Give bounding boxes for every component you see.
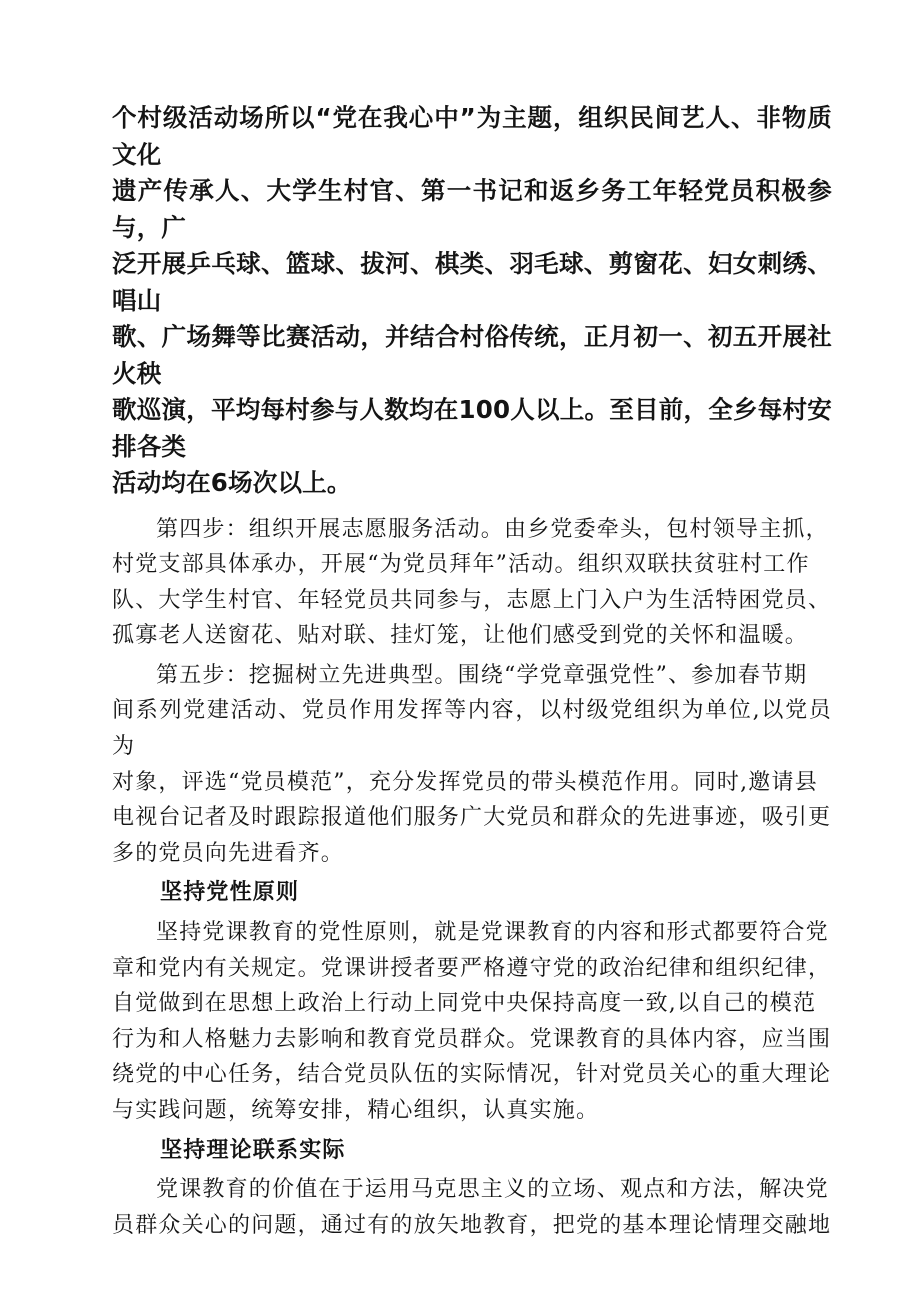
paragraph-activities-continuation: 个村级活动场所以“党在我心中”为主题，组织民间艺人、非物质文化 遗产传承人、大学生村官、第一书记和返乡务工年轻党员积极参与，广 泛开展乒乓球、篮球、拔河、棋类、羽毛球、剪窗花、妇女刺绣、唱山 歌、广场舞等比赛活动，并结合村俗传统，正月初一、初五开展社火秧 歌巡演，平均每村参与人数均在100人以上。至目前，全乡每村安排各类 活动均在6场次以上。: [112, 103, 832, 497]
document-body: [112, 100, 832, 1243]
heading-theory-practice: 坚持理论联系实际: [160, 1136, 346, 1163]
paragraph-theory-practice: 党课教育的价值在于运用马克思主义的立场、观点和方法，解决党 员群众关心的问题，通过有的放矢地教育，把党的基本理论情理交融地: [112, 1177, 832, 1238]
paragraph-step-four: 第四步：组织开展志愿服务活动。由乡党委牵头，包村领导主抓， 村党支部具体承办，开展“为党员拜年”活动。组织双联扶贫驻村工作 队、大学生村官、年轻党员共同参与，志愿上门入户为生活特困党员、 孤寡老人送窗花、贴对联、挂灯笼，让他们感受到党的关怀和温暖。: [112, 516, 832, 649]
paragraph-step-five: 第五步：挖掘树立先进典型。围绕“学党章强党性”、参加春节期 间系列党建活动、党员作用发挥等内容，以村级党组织为单位,以党员为 对象，评选“党员模范”，充分发挥党员的带头模范作用。同时,邀请县 电视台记者及时跟踪报道他们服务广大党员和群众的先进事迹，吸引更 多的党员向先进看齐。: [112, 662, 832, 866]
paragraph-party-principle: 坚持党课教育的党性原则，就是党课教育的内容和形式都要符合党 章和党内有关规定。党课讲授者要严格遵守党的政治纪律和组织纪律， 自觉做到在思想上政治上行动上同党中央保持高度一致,以自己的模范 行为和人格魅力去影响和教育党员群众。党课教育的具体内容，应当围 绕党的中心任务，结合党员队伍的实际情况，针对党员关心的重大理论 与实践问题，统筹安排，精心组织，认真实施。: [112, 920, 832, 1123]
heading-party-principle: 坚持党性原则: [160, 879, 300, 906]
